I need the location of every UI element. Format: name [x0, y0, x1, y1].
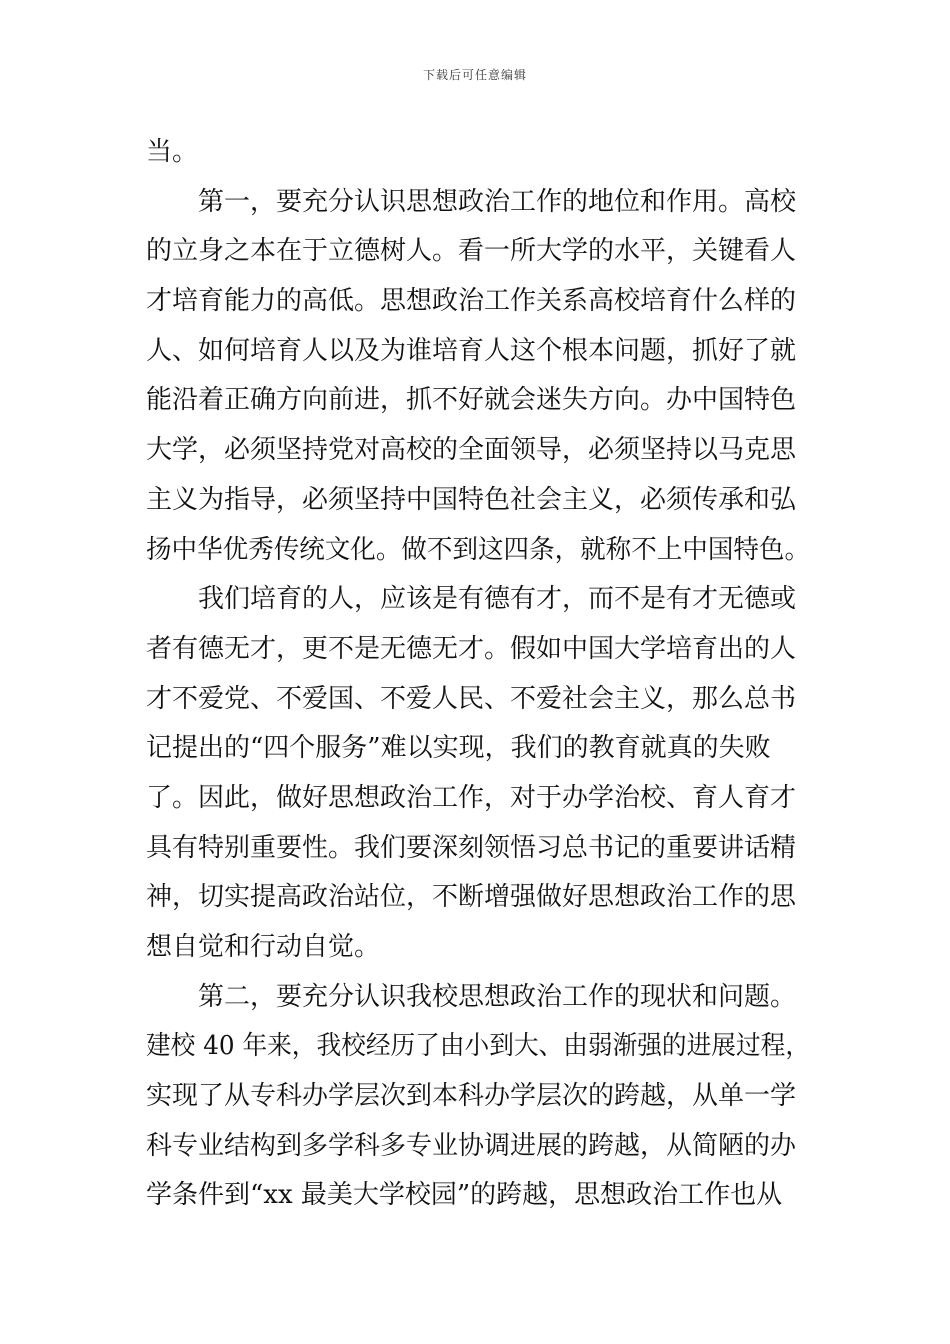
text-line: 者有德无才，更不是无德无才。假如中国大学培育出的人 — [146, 633, 797, 664]
text-line: 具有特别重要性。我们要深刻领悟习总书记的重要讲话精 — [146, 832, 797, 863]
text-line: 学条件到“xx 最美大学校园”的跨越，思想政治工作也从 — [146, 1180, 783, 1211]
text-line: 神，切实提高政治站位，不断增强做好思想政治工作的思 — [146, 882, 797, 913]
text-line: 想自觉和行动自觉。 — [146, 932, 381, 962]
text-line: 扬中华优秀传统文化。做不到这四条，就称不上中国特色。 — [146, 534, 810, 565]
text-line: 科专业结构到多学科多专业协调进展的跨越，从简陋的办 — [146, 1130, 797, 1161]
text-line: 建校 40 年来，我校经历了由小到大、由弱渐强的进展过程， — [146, 1031, 810, 1062]
text-line: 主义为指导，必须坚持中国特色社会主义，必须传承和弘 — [146, 484, 797, 515]
text-line: 我们培育的人，应该是有德有才，而不是有才无德或 — [198, 584, 797, 615]
document-body — [146, 128, 810, 1221]
text-line: 记提出的“四个服务”难以实现，我们的教育就真的失败 — [146, 733, 771, 764]
text-line: 实现了从专科办学层次到本科办学层次的跨越，从单一学 — [146, 1081, 797, 1112]
text-line: 第二，要充分认识我校思想政治工作的现状和问题。 — [198, 981, 797, 1012]
text-line: 的立身之本在于立德树人。看一所大学的水平，关键看人 — [146, 236, 797, 267]
text-line: 才不爱党、不爱国、不爱人民、不爱社会主义，那么总书 — [146, 683, 797, 714]
text-line: 第一，要充分认识思想政治工作的地位和作用。高校 — [198, 186, 797, 217]
text-line: 能沿着正确方向前进，抓不好就会迷失方向。办中国特色 — [146, 385, 797, 416]
text-line: 大学，必须坚持党对高校的全面领导，必须坚持以马克思 — [146, 435, 797, 466]
text-line: 当。 — [146, 137, 199, 167]
text-line: 才培育能力的高低。思想政治工作关系高校培育什么样的 — [146, 286, 797, 317]
page-header: 下载后可任意编辑 — [422, 68, 527, 82]
text-line: 人、如何培育人以及为谁培育人这个根本问题，抓好了就 — [146, 335, 797, 366]
text-line: 了。因此，做好思想政治工作，对于办学治校、育人育才 — [146, 782, 797, 813]
